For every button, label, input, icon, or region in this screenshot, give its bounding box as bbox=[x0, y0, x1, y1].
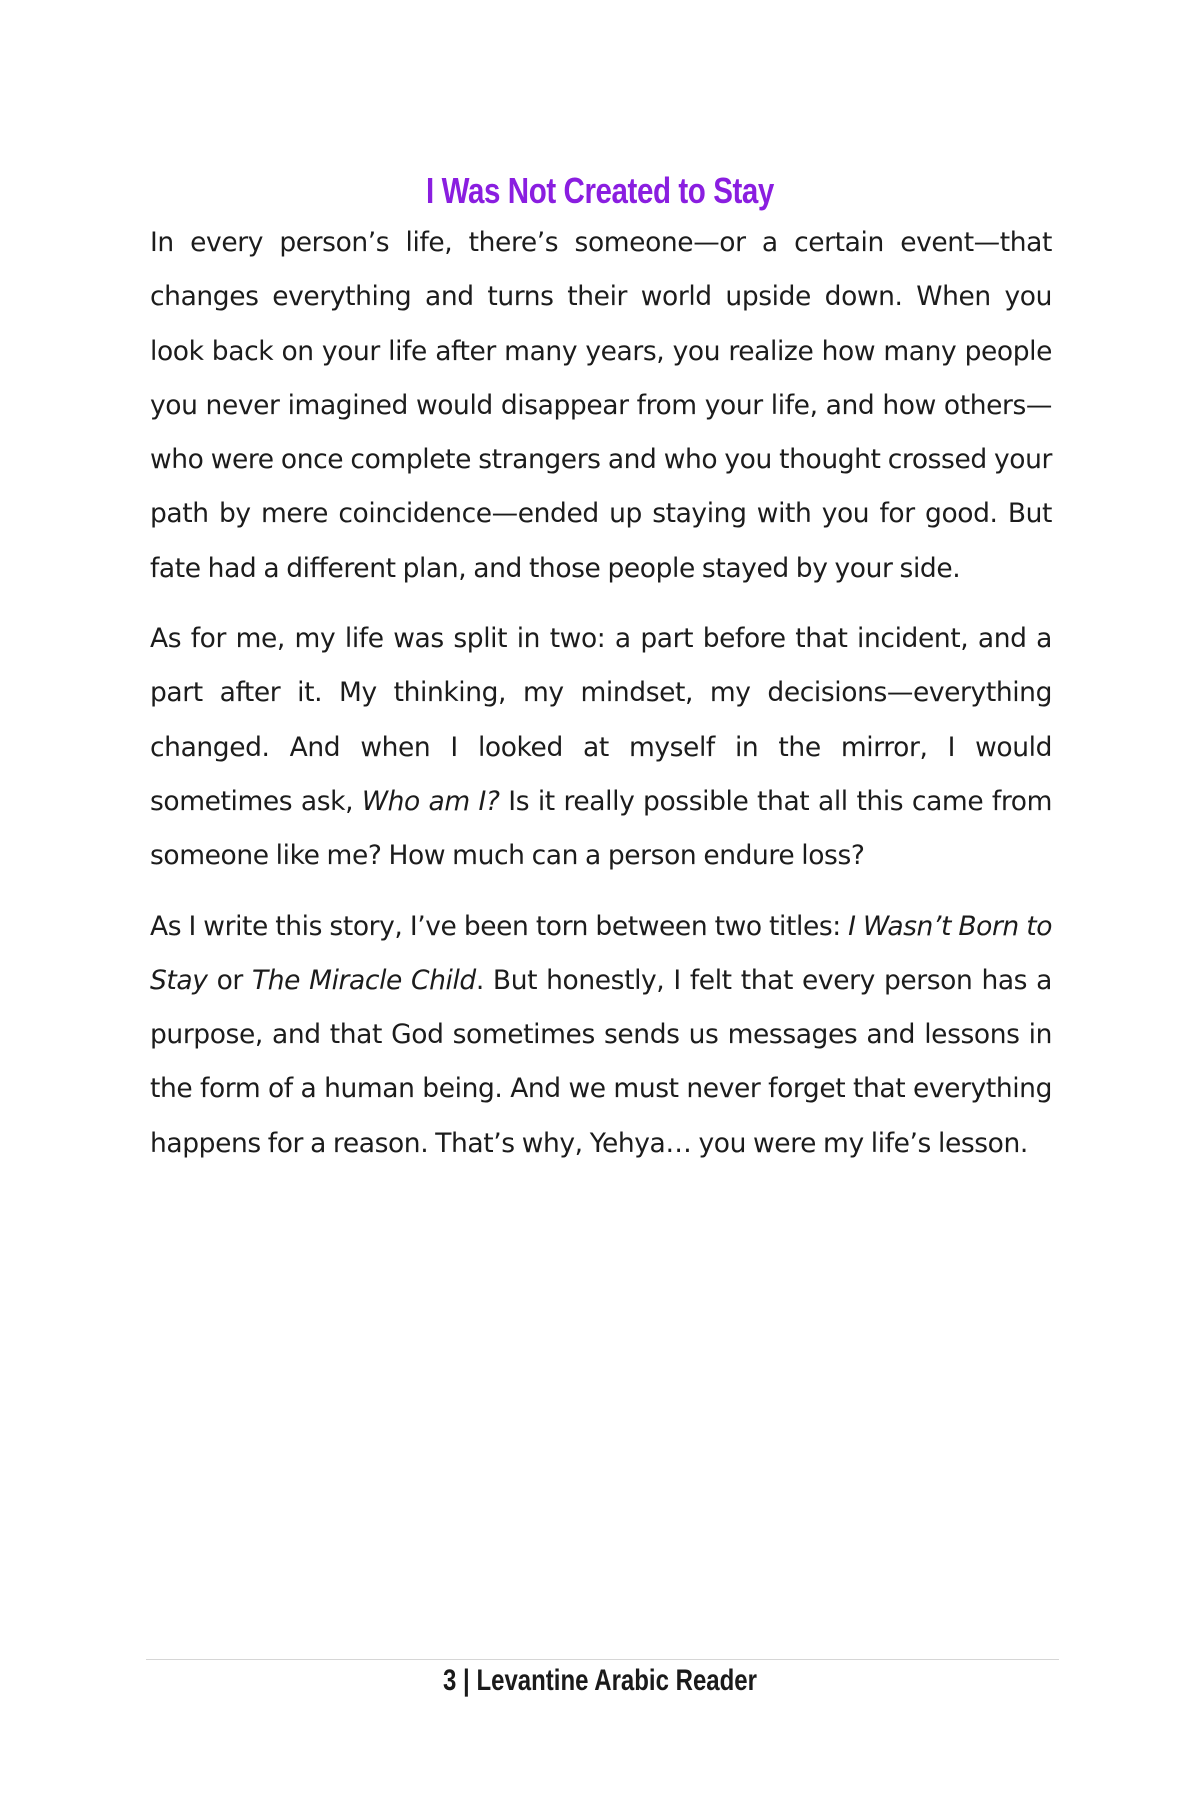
footer-separator: | bbox=[463, 1664, 470, 1697]
paragraph-3 bbox=[150, 900, 1052, 1171]
paragraph-3-text-b: or bbox=[207, 964, 252, 996]
chapter-title: I Was Not Created to Stay bbox=[426, 170, 774, 212]
paragraph-3-italic-a: I Wasn’t Born to Stay bbox=[150, 910, 1053, 996]
chapter-body bbox=[150, 216, 1052, 1187]
footer-divider bbox=[146, 1659, 1059, 1660]
paragraph-1 bbox=[150, 216, 1052, 596]
paragraph-3-text-a: As I write this story, I’ve been torn between two titles: bbox=[150, 910, 849, 942]
page-footer bbox=[120, 1664, 1080, 1698]
page-number: 3 bbox=[443, 1664, 457, 1697]
paragraph-2-text-a: As for me, my life was split in two: a part before that incident, and a part after it. My thinking, my mindset, my decisions—everything changed. And when I looked at myself in the mirror, I would sometimes ask, bbox=[150, 623, 1052, 817]
paragraph-2 bbox=[150, 612, 1052, 883]
paragraph-3-italic-b: The Miracle Child bbox=[251, 964, 476, 996]
paragraph-2-text-b: Is it really possible that all this came from someone like me? How much can a person endure loss? bbox=[150, 785, 1052, 872]
paragraph-3-text-c: . But honestly, I felt that every person has a purpose, and that God sometimes sends us messages and lessons in the form of a human being. And we must never forget that everything happens for a reason. That’s why, Yehya… you were my life’s lesson. bbox=[150, 964, 1052, 1159]
paragraph-1-text: In every person’s life, there’s someone—or a certain event—that changes everything and turns their world upside down. When you look back on your life after many years, you realize how many people you never imagined would disappear from your life, and how others—who were once complete strangers and who you thought crossed your path by mere coincidence—ended up staying with you for good. But fate had a different plan, and those people stayed by your side. bbox=[150, 227, 1052, 584]
book-title: Levantine Arabic Reader bbox=[476, 1664, 757, 1697]
paragraph-2-italic: Who am I? bbox=[361, 785, 500, 817]
